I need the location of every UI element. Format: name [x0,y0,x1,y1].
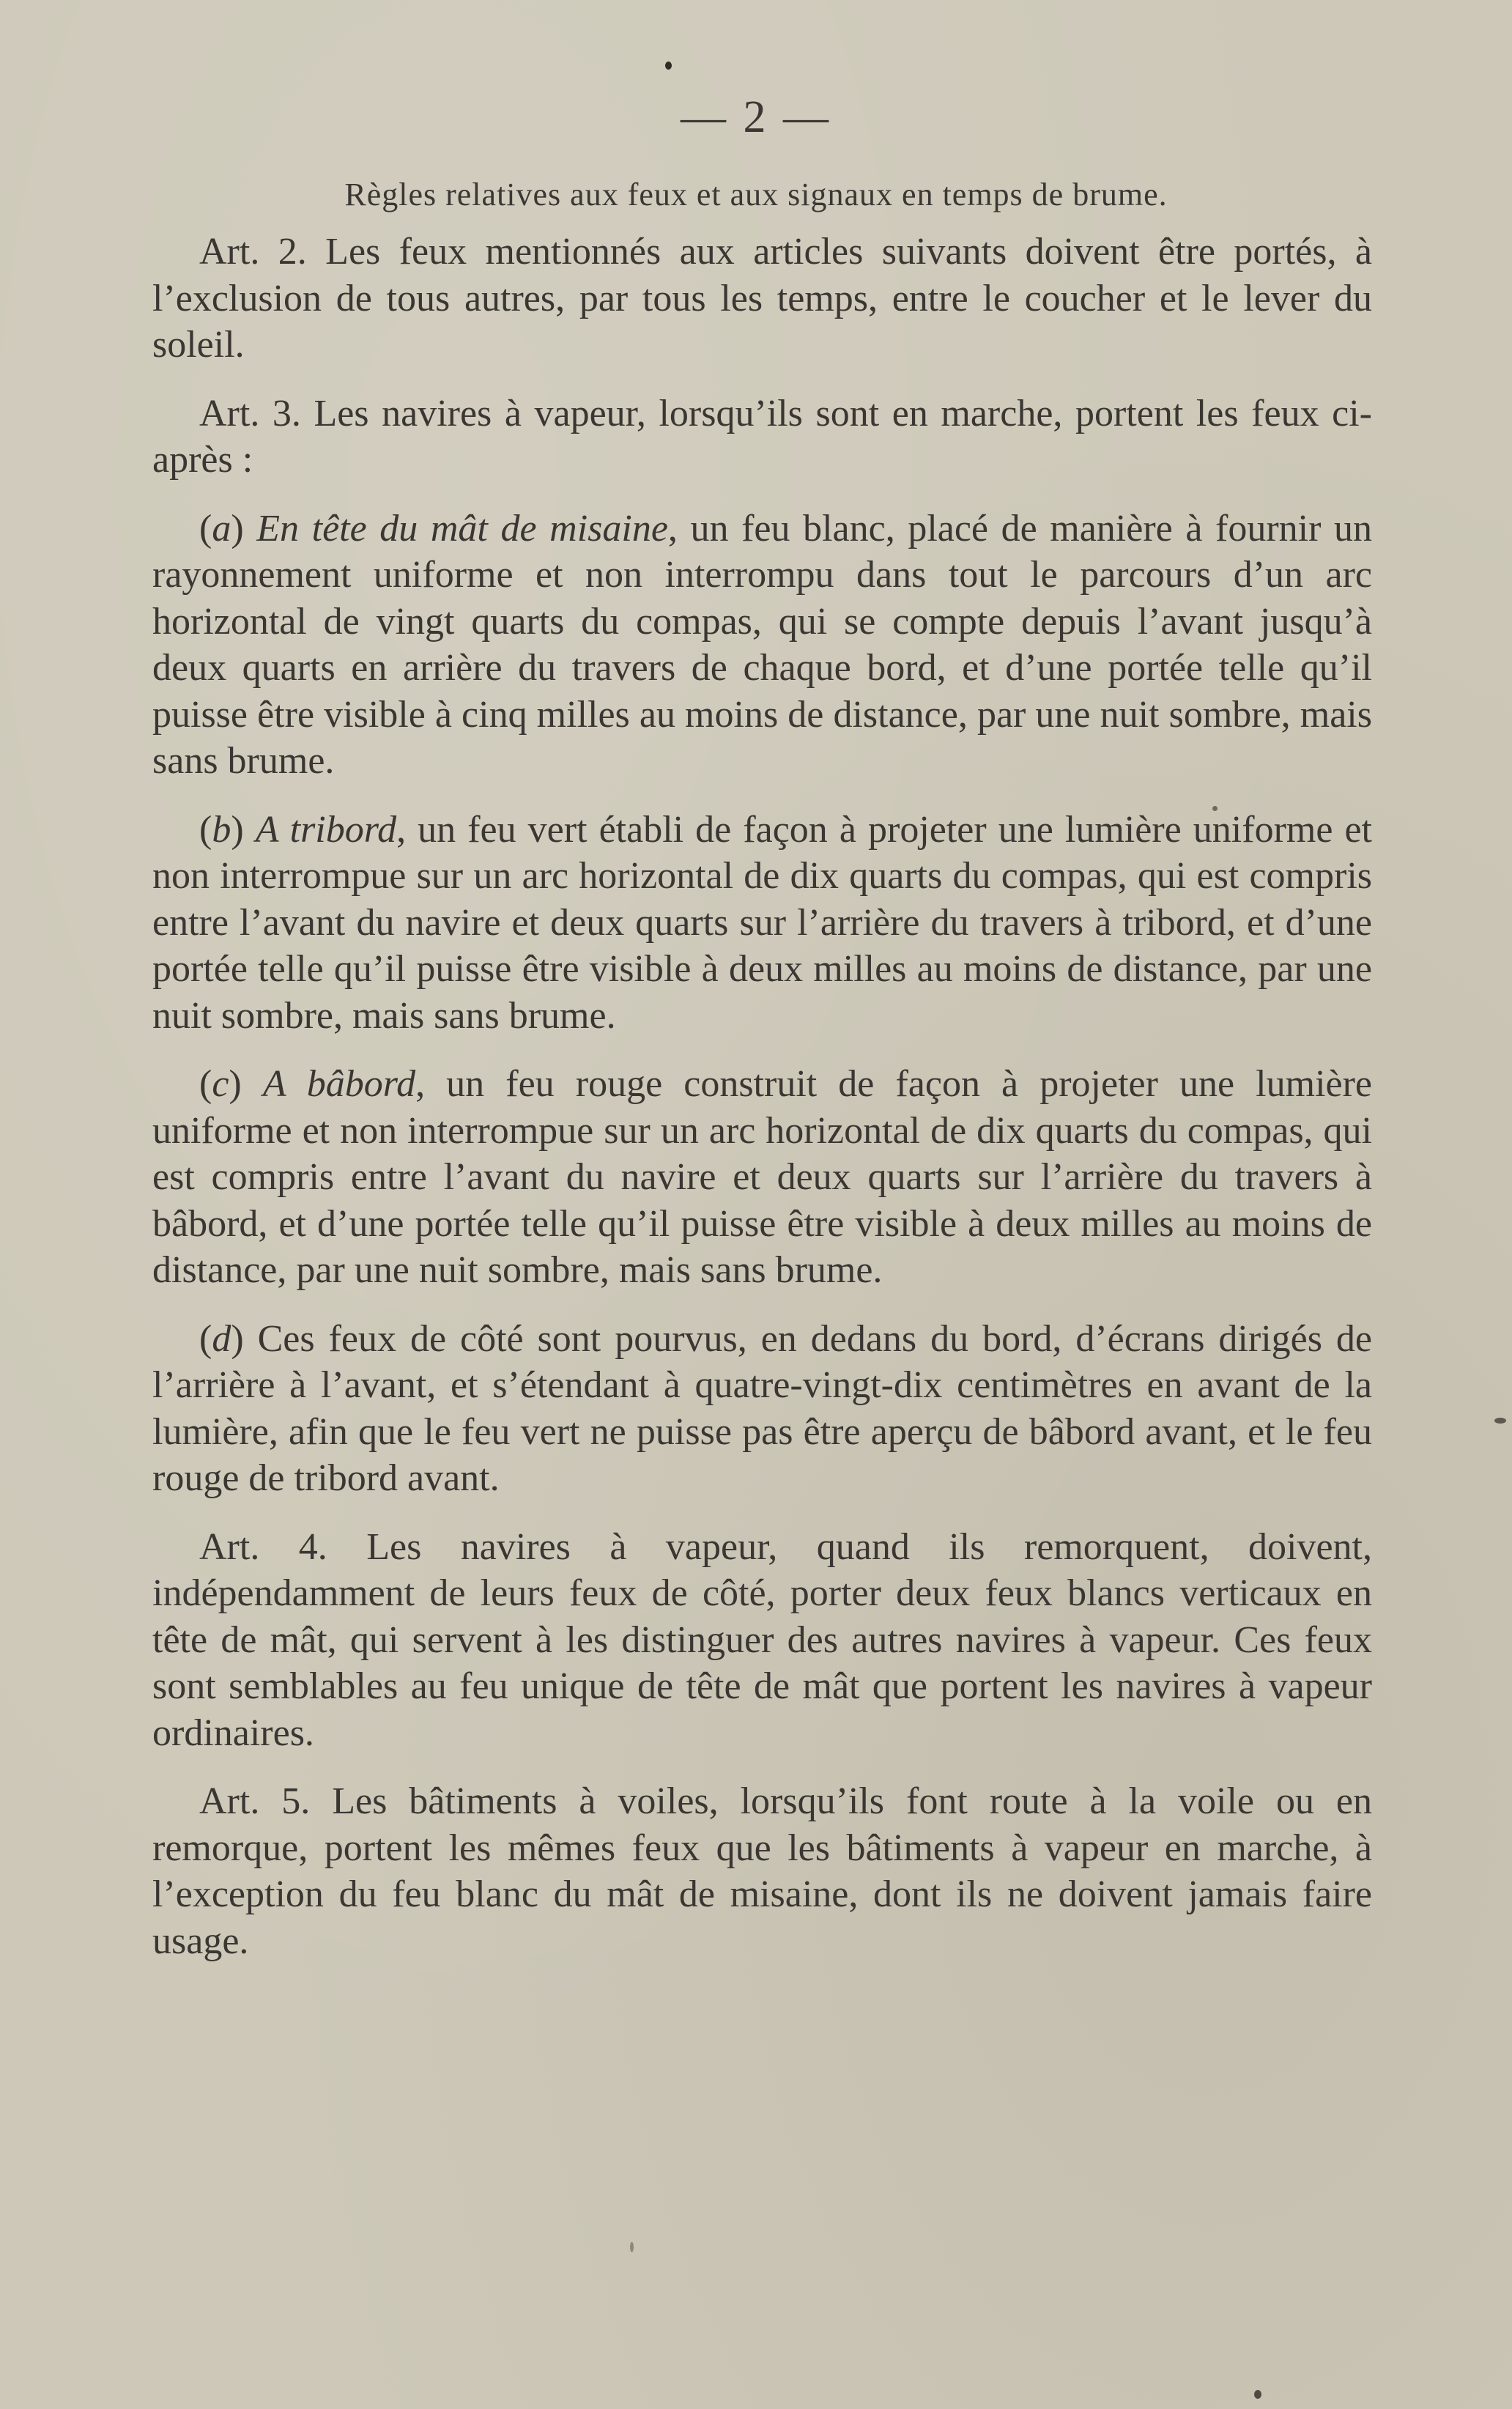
paragraph-text: , un feu rouge construit de façon à projeter une lumière uniforme et non interrompue sur un arc horizontal de dix quarts du compas, qui est compris entre l’avant du navire et deux quarts sur l’arrière du travers à bâbord, et d’une portée telle qu’il puisse être visible à deux milles au moins de distance, par une nuit sombre, mais sans brume. [152,1063,1372,1291]
article-4-paragraph [152,1524,1372,1757]
paragraph-text: Ces feux de côté sont pourvus, en dedans du bord, d’écrans dirigés de l’arrière à l’avant, et s’étendant à quatre-vingt-dix centimètres en avant de la lumière, afin que le feu vert ne puisse pas être aperçu de bâbord avant, et le feu rouge de tribord avant. [152,1317,1372,1499]
paper-speck [630,2242,634,2252]
article-3-paragraph [152,391,1372,484]
paragraph-text: , un feu blanc, placé de manière à fournir un rayonnement uniforme et non interrompu dans tout le parcours d’un arc horizontal de vingt quarts du compas, qui se compte depuis l’avant jusqu’à deux quarts en arrière du travers de chaque bord, et d’une portée telle qu’il puisse être visible à cinq milles au moins de distance, par une nuit sombre, mais sans brume. [152,507,1373,782]
clause-marker: (b) [199,808,244,851]
clause-marker: (a) [199,507,244,549]
clause-lead: A bâbord [262,1063,416,1105]
clause-marker: (d) [199,1317,244,1360]
section-title: Règles relatives aux feux et aux signaux en temps de brume. [344,177,1168,212]
clause-lead: A tribord [255,808,397,851]
article-2-paragraph [152,229,1372,369]
paper-speck [665,62,672,70]
paper-speck [1254,2390,1261,2399]
page-number: — 2 — [681,92,831,142]
paragraph-text: Art. 3. Les navires à vapeur, lorsqu’ils sont en marche, portent les feux ci-après : [152,392,1372,481]
clause-b-paragraph [152,807,1372,1040]
clause-marker: (c) [199,1063,242,1105]
clause-lead: En tête du mât de misaine [256,507,668,549]
article-5-paragraph [152,1778,1372,1964]
clause-a-paragraph [152,506,1372,785]
body-text [152,229,1372,1986]
paragraph-text: Art. 2. Les feux mentionnés aux articles suivants doivent être portés, à l’exclusion de tous autres, par tous les temps, entre le coucher et le lever du soleil. [152,231,1372,366]
clause-d-paragraph [152,1316,1372,1502]
paragraph-text: , un feu vert établi de façon à projeter une lumière uniforme et non interrompue sur un arc horizontal de dix quarts du compas, qui est compris entre l’avant du navire et deux quarts sur l’arrière du travers à tribord, et d’une portée telle qu’il puisse être visible à deux milles au moins de distance, par une nuit sombre, mais sans brume. [152,808,1373,1037]
paper-speck [1494,1418,1506,1424]
clause-c-paragraph [152,1061,1372,1294]
paragraph-text: Art. 4. Les navires à vapeur, quand ils remorquent, doivent, indépendamment de leurs feux de côté, porter deux feux blancs verticaux en tête de mât, qui servent à les distinguer des autres navires à vapeur. Ces feux sont semblables au feu unique de tête de mât que portent les navires à vapeur ordinaires. [152,1525,1372,1754]
paragraph-text: Art. 5. Les bâtiments à voiles, lorsqu’ils font route à la voile ou en remorque, portent les mêmes feux que les bâtiments à vapeur en marche, à l’exception du feu blanc du mât de misaine, dont ils ne doivent jamais faire usage. [152,1780,1372,1962]
